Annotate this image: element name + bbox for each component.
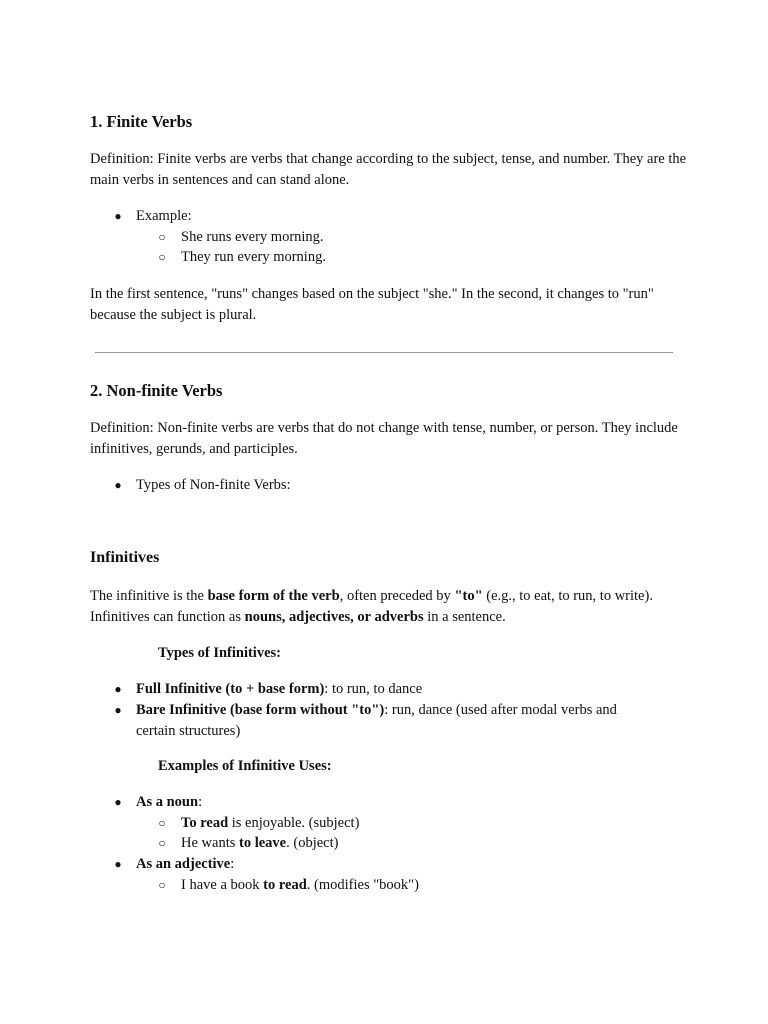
infinitive-uses-heading: Examples of Infinitive Uses: bbox=[158, 758, 332, 774]
bullet: ● bbox=[114, 857, 122, 871]
bare-infinitive-item: Bare Infinitive (base form without "to"): run, dance (used after modal verbs and certain structures) bbox=[136, 702, 617, 739]
adjective-example-1: I have a book to read. (modifies "book") bbox=[181, 877, 419, 893]
types-label: Types of Non-finite Verbs: bbox=[136, 477, 291, 493]
bullet: ● bbox=[114, 703, 122, 717]
example-label: Example: bbox=[136, 208, 192, 224]
non-finite-definition: Definition: Non-finite verbs are verbs that do not change with tense, number, or person. They include infinitives, gerunds, and participles. bbox=[90, 420, 678, 457]
heading-infinitives: Infinitives bbox=[90, 549, 160, 566]
heading-finite-verbs: 1. Finite Verbs bbox=[90, 112, 193, 131]
horizontal-divider bbox=[95, 352, 673, 353]
bullet: ● bbox=[114, 795, 122, 809]
finite-note: In the first sentence, "runs" changes based on the subject "she." In the second, it changes to "run" because the subject is plural. bbox=[90, 286, 654, 323]
full-infinitive-item: Full Infinitive (to + base form): to run, to dance bbox=[136, 681, 423, 697]
bullet: ● bbox=[114, 209, 122, 223]
bullet: ● bbox=[114, 682, 122, 696]
example-item-1: She runs every morning. bbox=[181, 229, 324, 245]
sub-bullet: ○ bbox=[158, 878, 166, 892]
infinitives-intro: The infinitive is the base form of the verb, often preceded by "to" (e.g., to eat, to run, to write). Infinitives can function as nouns, adjectives, or adverbs in a sentence. bbox=[90, 588, 653, 625]
types-of-infinitives-heading: Types of Infinitives: bbox=[158, 645, 281, 661]
sub-bullet: ○ bbox=[158, 836, 166, 850]
example-item-2: They run every morning. bbox=[181, 249, 326, 265]
sub-bullet: ○ bbox=[158, 230, 166, 244]
finite-definition: Definition: Finite verbs are verbs that change according to the subject, tense, and number. They are the main verbs in sentences and can stand alone. bbox=[90, 151, 687, 188]
heading-non-finite-verbs: 2. Non-finite Verbs bbox=[90, 381, 223, 400]
sub-bullet: ○ bbox=[158, 250, 166, 264]
noun-example-2: He wants to leave. (object) bbox=[181, 835, 339, 851]
as-a-noun-item: As a noun: bbox=[136, 794, 203, 810]
bullet: ● bbox=[114, 478, 122, 492]
sub-bullet: ○ bbox=[158, 816, 166, 830]
as-an-adjective-item: As an adjective: bbox=[136, 856, 235, 872]
noun-example-1: To read is enjoyable. (subject) bbox=[181, 815, 360, 831]
